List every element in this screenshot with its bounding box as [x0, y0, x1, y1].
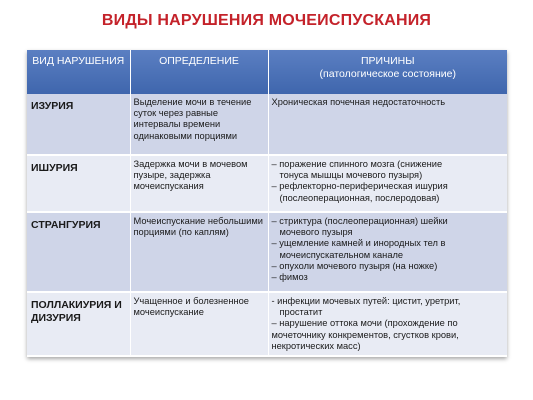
cause-line: – поражение спинного мозга (снижение: [271, 159, 443, 169]
row-term: СТРАНГУРИЯ: [27, 212, 130, 292]
cause-line: – стриктура (послеоперационная) шейки: [271, 216, 448, 226]
table-row: [27, 292, 507, 356]
table-header-row: [27, 50, 507, 94]
row-definition: Мочеиспускание небольшими порциями (по каплям): [130, 212, 268, 292]
header-definition: ОПРЕДЕЛЕНИЕ: [130, 50, 268, 94]
table-row: [27, 212, 507, 292]
cause-line: (послеоперационная, послеродовая): [279, 192, 440, 203]
cause-line: – рефлекторно-периферическая ишурия: [271, 181, 448, 192]
cause-line: – нарушение оттока мочи (прохождение по: [271, 318, 458, 329]
cause-line: – ущемление камней и инородных тел в: [271, 238, 446, 249]
row-causes: [268, 212, 507, 292]
cause-line: мочеточнику конкрементов, сгустков крови,: [271, 329, 459, 340]
cause-line: - инфекции мочевых путей: цистит, уретрит,: [271, 296, 461, 306]
cause-line: Хроническая почечная недостаточность: [271, 97, 446, 107]
cause-line: мочевого пузыря: [279, 227, 353, 238]
row-definition: Выделение мочи в течение суток через равные интервалы времени одинаковыми порциями: [130, 94, 268, 155]
cause-line: простатит: [279, 307, 323, 318]
row-term: ИЗУРИЯ: [27, 94, 130, 155]
cause-line: тонуса мышцы мочевого пузыря): [279, 170, 423, 181]
row-causes: [268, 94, 507, 155]
header-type: ВИД НАРУШЕНИЯ: [27, 50, 130, 94]
header-causes-line2: (патологическое состояние): [319, 68, 456, 80]
cause-line: – опухоли мочевого пузыря (на ножке): [271, 260, 438, 271]
cause-line: некротических масс): [271, 340, 361, 351]
row-term: ИШУРИЯ: [27, 155, 130, 212]
row-causes: [268, 292, 507, 356]
row-term: ПОЛЛАКИУРИЯ И ДИЗУРИЯ: [27, 292, 130, 356]
row-causes: [268, 155, 507, 212]
header-causes-line1: ПРИЧИНЫ: [360, 55, 415, 67]
page-title: ВИДЫ НАРУШЕНИЯ МОЧЕИСПУСКАНИЯ: [101, 12, 432, 29]
row-definition: Учащенное и болезненное мочеиспускание: [130, 292, 268, 356]
cause-line: мочеиспускательном канале: [279, 249, 404, 260]
row-definition: Задержка мочи в мочевом пузыре, задержка мочеиспускания: [130, 155, 268, 212]
table-row: [27, 94, 507, 155]
header-causes: [268, 50, 507, 94]
cause-line: – фимоз: [271, 272, 308, 283]
disorders-table: [27, 50, 507, 357]
table-row: [27, 155, 507, 212]
